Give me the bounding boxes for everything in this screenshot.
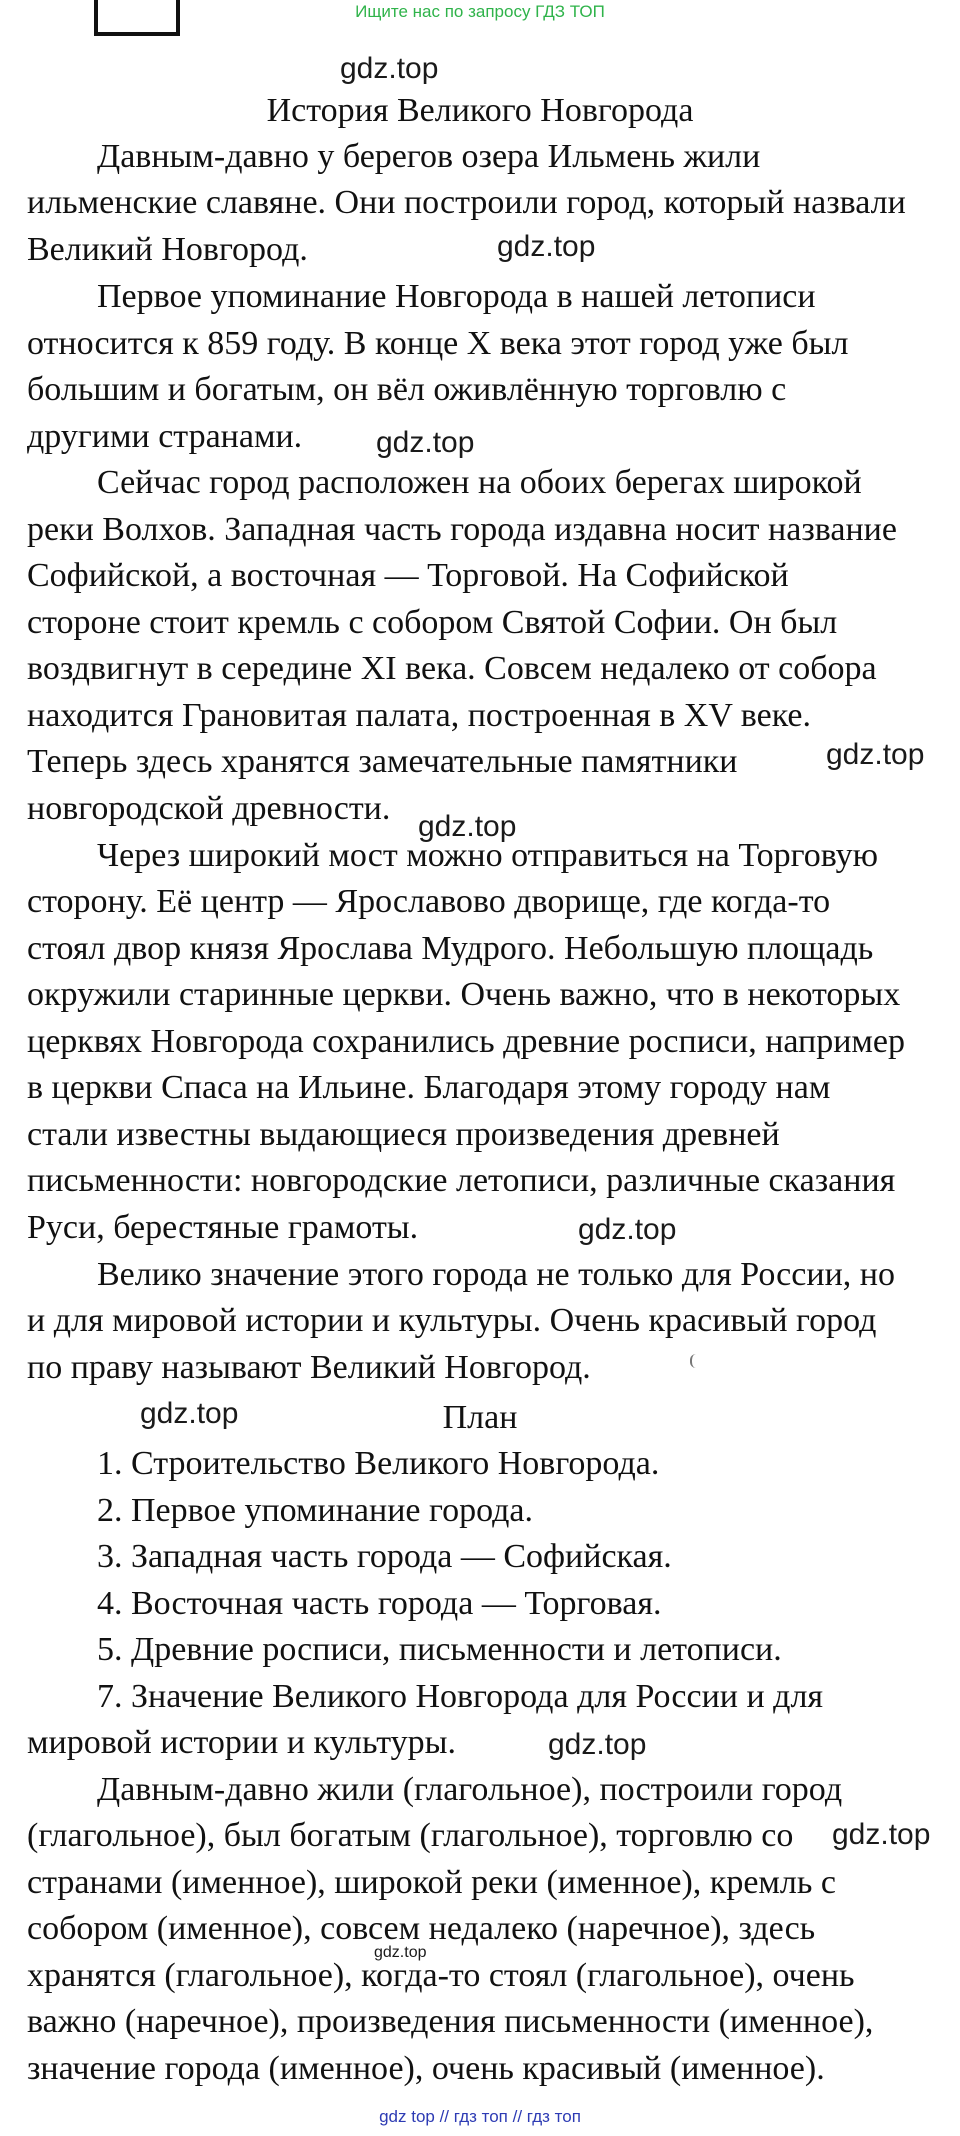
analysis-line: собором (именное), совсем недалеко (наречное), здесь — [27, 1910, 816, 1947]
plan-item: 5. Древние росписи, письменности и летописи. — [97, 1631, 782, 1668]
text-line: стали известны выдающиеся произведения древней — [27, 1116, 780, 1153]
text-line: новгородской древности. — [27, 790, 391, 827]
text-line: по праву называют Великий Новгород. — [27, 1349, 591, 1386]
text-line: Руси, берестяные грамоты. — [27, 1209, 419, 1246]
text-line: письменности: новгородские летописи, различные сказания — [27, 1162, 896, 1199]
task-number-box — [94, 0, 180, 36]
analysis-line: странами (именное), широкой реки (именное), кремль с — [27, 1864, 836, 1901]
watermark: gdz.top — [826, 738, 925, 771]
text-line: Давным-давно у берегов озера Ильмень жили — [97, 138, 761, 175]
page-title: История Великого Новгорода — [266, 92, 694, 129]
stray-mark — [690, 1354, 698, 1368]
plan-item: мировой истории и культуры. — [27, 1724, 456, 1761]
text-line: Сейчас город расположен на обоих берегах широкой — [97, 464, 862, 501]
watermark: gdz.top — [340, 52, 439, 85]
plan-item: 3. Западная часть города — Софийская. — [97, 1538, 672, 1575]
text-line: церквях Новгорода сохранились древние росписи, например — [27, 1023, 906, 1060]
analysis-line: важно (наречное), произведения письменности (именное), — [27, 2003, 874, 2040]
plan-item: 1. Строительство Великого Новгорода. — [97, 1445, 660, 1482]
text-line: Через широкий мост можно отправиться на Торговую — [97, 837, 879, 874]
text-line: Великий Новгород. — [27, 231, 308, 268]
analysis-line: (глагольное), был богатым (глагольное), торговлю со — [27, 1817, 794, 1854]
plan-title: План — [442, 1399, 518, 1436]
text-line: Первое упоминание Новгорода в нашей летописи — [97, 278, 816, 315]
watermark: gdz.top — [832, 1818, 931, 1851]
text-line: сторону. Её центр — Ярославово дворище, где когда-то — [27, 883, 831, 920]
watermark: gdz.top — [578, 1213, 677, 1246]
watermark: gdz.top — [376, 426, 475, 459]
plan-item: 4. Восточная часть города — Торговая. — [97, 1585, 662, 1622]
analysis-line: значение города (именное), очень красивый (именное). — [27, 2050, 825, 2087]
text-line: и для мировой истории и культуры. Очень красивый город — [27, 1302, 877, 1339]
watermark: gdz.top — [497, 230, 596, 263]
analysis-line: Давным-давно жили (глагольное), построили город — [97, 1771, 843, 1808]
text-line: стоял двор князя Ярослава Мудрого. Небольшую площадь — [27, 930, 874, 967]
watermark: gdz.top — [548, 1728, 647, 1761]
text-line: воздвигнут в середине XI века. Совсем недалеко от собора — [27, 650, 877, 687]
plan-item: 7. Значение Великого Новгорода для России и для — [97, 1678, 824, 1715]
text-line: находится Грановитая палата, построенная в XV веке. — [27, 697, 811, 734]
text-line: Велико значение этого города не только для России, но — [97, 1256, 895, 1293]
analysis-line: хранятся (глагольное), когда-то стоял (глагольное), очень — [27, 1957, 855, 1994]
text-line: Софийской, а восточная — Торговой. На Софийской — [27, 557, 789, 594]
text-line: стороне стоит кремль с собором Святой Софии. Он был — [27, 604, 838, 641]
watermark-small: gdz.top — [374, 1944, 427, 1961]
plan-item: 2. Первое упоминание города. — [97, 1492, 534, 1529]
watermark: gdz.top — [140, 1397, 239, 1430]
text-line: окружили старинные церкви. Очень важно, что в некоторых — [27, 976, 901, 1013]
footer-links[interactable]: gdz top // гдз топ // гдз топ — [379, 2107, 581, 2126]
text-line: реки Волхов. Западная часть города издавна носит название — [27, 511, 897, 548]
text-line: относится к 859 году. В конце X века этот город уже был — [27, 325, 849, 362]
text-line: в церкви Спаса на Ильине. Благодаря этому городу нам — [27, 1069, 831, 1106]
watermark: gdz.top — [418, 810, 517, 843]
text-line: большим и богатым, он вёл оживлённую торговлю с — [27, 371, 787, 408]
text-line: Теперь здесь хранятся замечательные памятники — [27, 743, 738, 780]
text-line: другими странами. — [27, 418, 303, 455]
top-banner[interactable]: Ищите нас по запросу ГДЗ ТОП — [355, 2, 605, 21]
text-line: ильменские славяне. Они построили город, который назвали — [27, 184, 906, 221]
